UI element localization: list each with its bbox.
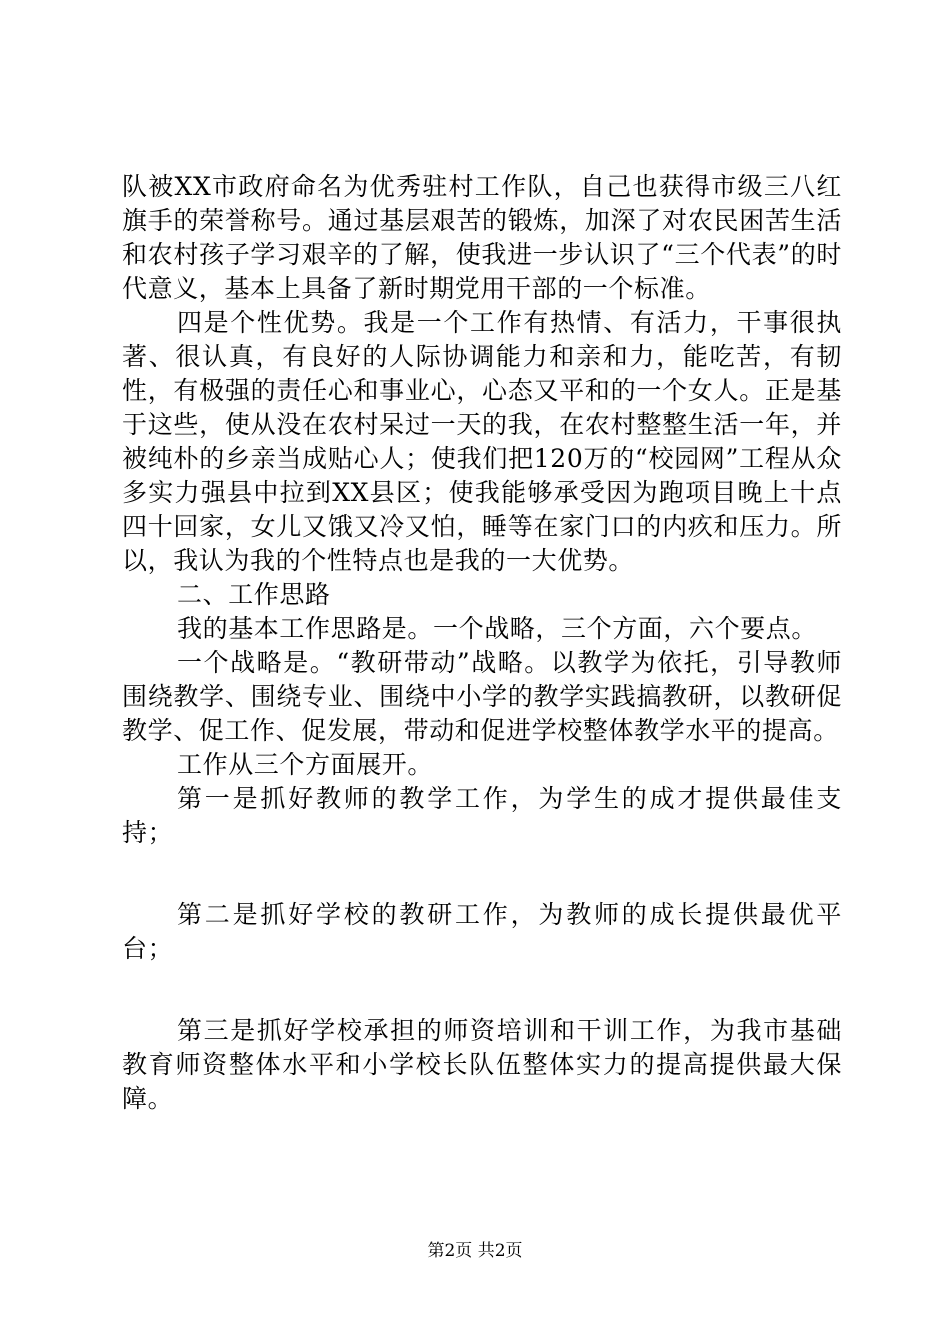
paragraph-personality-advantage: 四是个性优势。我是一个工作有热情、有活力，干事很执著、很认真，有良好的人际协调能力和亲和力，能吃苦，有韧性，有极强的责任心和事业心，心态又平和的一个女人。正是基于这些，使从没在农村呆过一天的我，在农村整整生活一年，并被纯朴的乡亲当成贴心人；使我们把120万的“校园网”工程从众多实力强县中拉到XX县区；使我能够承受因为跑项目晚上十点四十回家，女儿又饿又冷又怕，睡等在家门口的内疚和压力。所以，我认为我的个性特点也是我的一大优势。 — [122, 308, 842, 575]
paragraph-aspect-three: 第三是抓好学校承担的师资培训和干训工作，为我市基础教育师资整体水平和小学校长队伍整体实力的提高提供最大保障。 — [122, 1016, 842, 1113]
paragraph-basic-approach: 我的基本工作思路是。一个战略，三个方面，六个要点。 — [177, 614, 818, 643]
paragraph-three-aspects: 工作从三个方面展开。 — [177, 750, 434, 779]
paragraph-strategy: 一个战略是。“教研带动”战略。以教学为依托，引导教师围绕教学、围绕专业、围绕中小学的教学实践搞教研，以教研促教学、促工作、促发展，带动和促进学校整体教学水平的提高。 — [122, 648, 842, 745]
document-body — [122, 170, 842, 1116]
page-footer — [0, 1240, 950, 1262]
page-number-label: 第2页 共2页 — [427, 1241, 523, 1261]
paragraph-aspect-two: 第二是抓好学校的教研工作，为教师的成长提供最优平台； — [122, 900, 842, 963]
paragraph-continuation: 队被XX市政府命名为优秀驻村工作队，自己也获得市级三八红旗手的荣誉称号。通过基层艰苦的锻炼，加深了对农民困苦生活和农村孩子学习艰辛的了解，使我进一步认识了“三个代表”的时代意义，基本上具备了新时期党用干部的一个标准。 — [122, 172, 842, 303]
section-heading-work-approach: 二、工作思路 — [177, 580, 331, 609]
paragraph-aspect-one: 第一是抓好教师的教学工作，为学生的成才提供最佳支持； — [122, 784, 842, 847]
